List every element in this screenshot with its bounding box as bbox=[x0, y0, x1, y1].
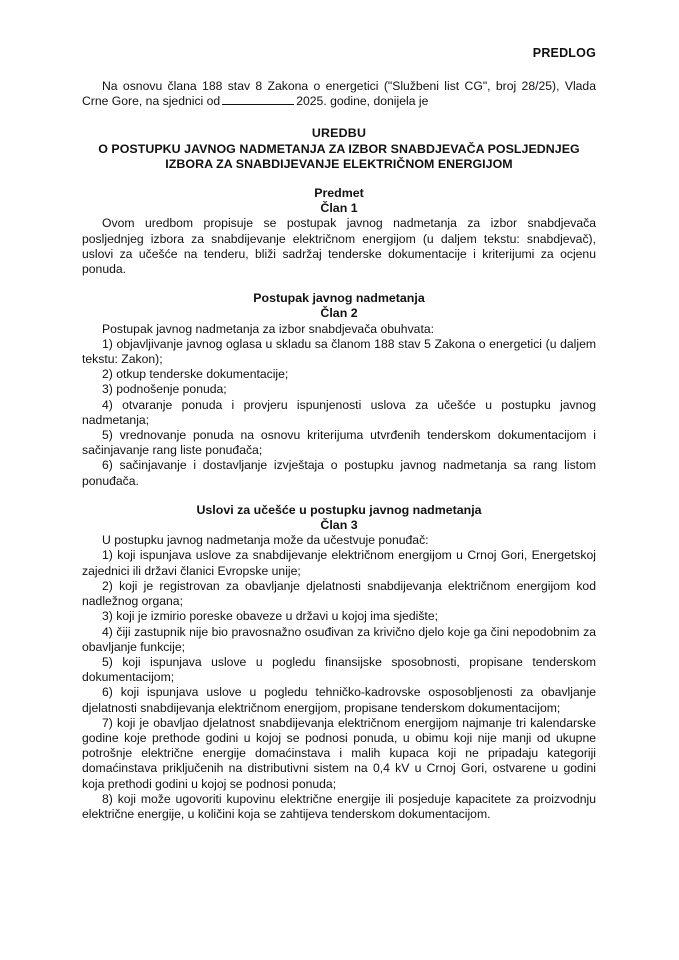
preamble-before-blank: Na osnovu člana 188 stav 8 Zakona o energetici ("Službeni list CG", broj 28/25), Vlada Crne Gore, na sjednici od bbox=[82, 79, 596, 109]
article-3-item-1: 1) koji ispunjava uslove za snabdijevanje električnom energijom u Crnoj Gori, Energetskoj zajednici ili državi članici Evropske unije; bbox=[82, 548, 596, 578]
article-1-paragraph-1: Ovom uredbom propisuje se postupak javnog nadmetanja za izbor snabdjevača posljednjeg izbora za snabdijevanje električnom energijom (u daljem tekstu: snabdjevač), uslovi za učešće na tenderu, bliži sadržaj tenderske dokumentacije i kriterijumi za ocjenu ponuda. bbox=[82, 216, 596, 277]
article-3-item-6: 6) koji ispunjava uslove u pogledu tehničko-kadrovske osposobljenosti za obavljanje djelatnosti snabdijevanja električnom energijom, propisane tenderskom dokumentacijom; bbox=[82, 685, 596, 715]
article-2-item-1: 1) objavljivanje javnog oglasa u skladu sa članom 188 stav 5 Zakona o energetici (u daljem tekstu: Zakon); bbox=[82, 336, 596, 367]
article-2-item-5: 5) vrednovanje ponuda na osnovu kriterijuma utvrđenih tenderskom dokumentacijom i sačinjavanje rang liste ponuđača; bbox=[82, 428, 596, 458]
title-line-2: IZBORA ZA SNABDIJEVANJE ELEKTRIČNOM ENERGIJOM bbox=[165, 156, 513, 171]
article-3-title: Uslovi za učešće u postupku javnog nadmetanja bbox=[196, 502, 482, 517]
article-2-item-6: 6) sačinjavanje i dostavljanje izvještaja o postupku javnog nadmetanja sa rang listom ponuđača. bbox=[82, 458, 596, 488]
article-3-item-7: 7) koji je obavljao djelatnost snabdijevanja električnom energijom najmanje tri kalendarske godine koje prethode godini u kojoj se podnosi ponuda, u obimu koji nije manji od ukupne potrošnje električne energije domaćinstava i malih kupaca koji ne pripadaju kategoriji domaćinstava priključenih na distributivni sistem na 0,4 kV u Crnoj Gori, ostvarene u godini koja prethodi godini u kojoj se podnosi ponuda; bbox=[82, 715, 596, 791]
preamble-paragraph bbox=[82, 79, 596, 109]
article-2-heading bbox=[82, 291, 596, 321]
title-line-1: O POSTUPKU JAVNOG NADMETANJA ZA IZBOR SNABDJEVAČA POSLJEDNJEG bbox=[98, 141, 580, 156]
article-3-item-2: 2) koji je registrovan za obavljanje djelatnosti snabdijevanja električnom energijom kod nadležnog organa; bbox=[82, 578, 596, 609]
article-3-heading bbox=[82, 503, 596, 533]
article-1-number: Član 1 bbox=[320, 201, 358, 216]
spacer bbox=[82, 172, 596, 186]
article-2-item-4: 4) otvaranje ponuda i provjeru ispunjenosti uslova za učešće u postupku javnog nadmetanja; bbox=[82, 397, 596, 427]
article-3-number: Član 3 bbox=[320, 518, 358, 533]
article-1-title: Predmet bbox=[314, 186, 364, 201]
preamble-after-blank: 2025. godine, donijela je bbox=[296, 94, 429, 109]
article-1-heading bbox=[82, 186, 596, 216]
article-3-item-3: 3) koji je izmirio poreske obaveze u državi u kojoj ima sjedište; bbox=[102, 609, 438, 624]
spacer bbox=[82, 489, 596, 503]
article-3-item-8: 8) koji može ugovoriti kupovinu električne energije ili posjeduje kapacitete za proizvodnju električne energije, u količini koja se zahtijeva tenderskom dokumentacijom. bbox=[82, 791, 596, 821]
article-2-item-3: 3) podnošenje ponuda; bbox=[102, 382, 227, 397]
article-3-paragraph-intro: U postupku javnog nadmetanja može da učestvuje ponuđač: bbox=[102, 533, 429, 548]
article-2-number: Član 2 bbox=[320, 306, 358, 321]
date-blank-field[interactable] bbox=[222, 96, 294, 106]
document-label: PREDLOG bbox=[532, 46, 596, 60]
article-3-item-5: 5) koji ispunjava uslove u pogledu finansijske sposobnosti, propisane tenderskom dokumentacijom; bbox=[82, 654, 596, 685]
document-title bbox=[82, 126, 596, 172]
article-2-title: Postupak javnog nadmetanja bbox=[253, 291, 425, 306]
article-2-item-2: 2) otkup tenderske dokumentacije; bbox=[102, 367, 289, 382]
spacer bbox=[82, 109, 596, 126]
title-kind: UREDBU bbox=[311, 126, 367, 141]
document-content bbox=[82, 46, 596, 822]
article-2-paragraph-intro: Postupak javnog nadmetanja za izbor snabdjevača obuhvata: bbox=[102, 321, 434, 336]
spacer bbox=[82, 277, 596, 291]
article-3-item-4: 4) čiji zastupnik nije bio pravosnažno osuđivan za krivično djelo koje ga čini nepodobnim za obavljanje funkcije; bbox=[82, 624, 596, 654]
